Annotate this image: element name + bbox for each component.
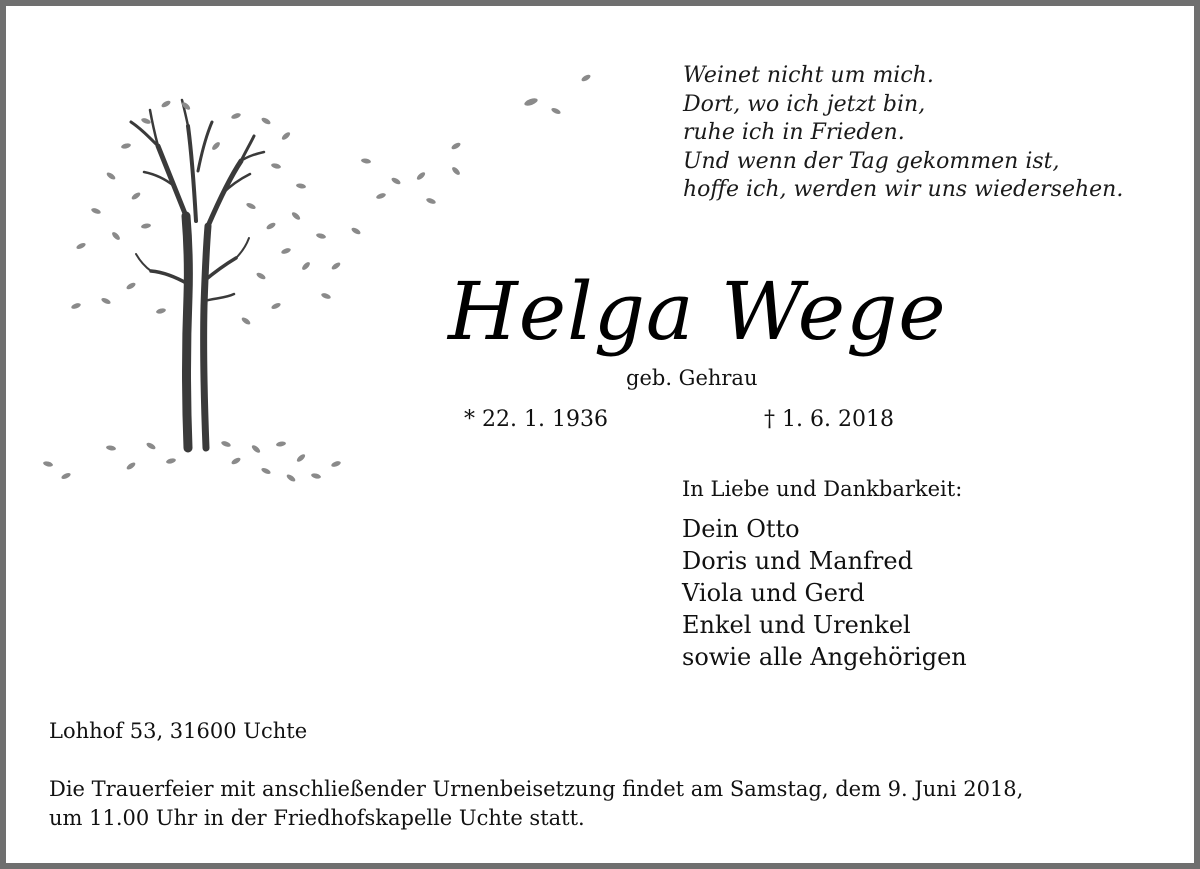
mourner-name: Enkel und Urenkel <box>682 611 911 639</box>
birth-name: geb. Gehrau <box>626 366 758 390</box>
poem-line: Weinet nicht um mich. <box>683 63 934 88</box>
ceremony-notice <box>49 775 1023 833</box>
poem-line: hoffe ich, werden wir uns wiedersehen. <box>683 177 1124 202</box>
death-date: † 1. 6. 2018 <box>764 407 894 432</box>
deceased-name: Helga Wege <box>448 265 947 358</box>
mourner-name: sowie alle Angehörigen <box>682 643 967 671</box>
poem-line: Dort, wo ich jetzt bin, <box>683 91 926 117</box>
birth-date: * 22. 1. 1936 <box>464 407 608 432</box>
mourner-name: Dein Otto <box>682 515 800 543</box>
ceremony-line: um 11.00 Uhr in der Friedhofskapelle Uchte statt. <box>49 806 585 830</box>
ceremony-line: Die Trauerfeier mit anschließender Urnenbeisetzung findet am Samstag, dem 9. Juni 2018, <box>49 777 1024 801</box>
poem-line: ruhe ich in Frieden. <box>683 120 905 145</box>
poem <box>683 62 1183 205</box>
address: Lohhof 53, 31600 Uchte <box>49 719 308 743</box>
mourners-list <box>682 513 967 673</box>
mourners-intro: In Liebe und Dankbarkeit: <box>682 477 963 501</box>
mourner-name: Viola und Gerd <box>682 579 865 607</box>
poem-line: Und wenn der Tag gekommen ist, <box>683 148 1060 174</box>
mourner-name: Doris und Manfred <box>682 547 913 575</box>
